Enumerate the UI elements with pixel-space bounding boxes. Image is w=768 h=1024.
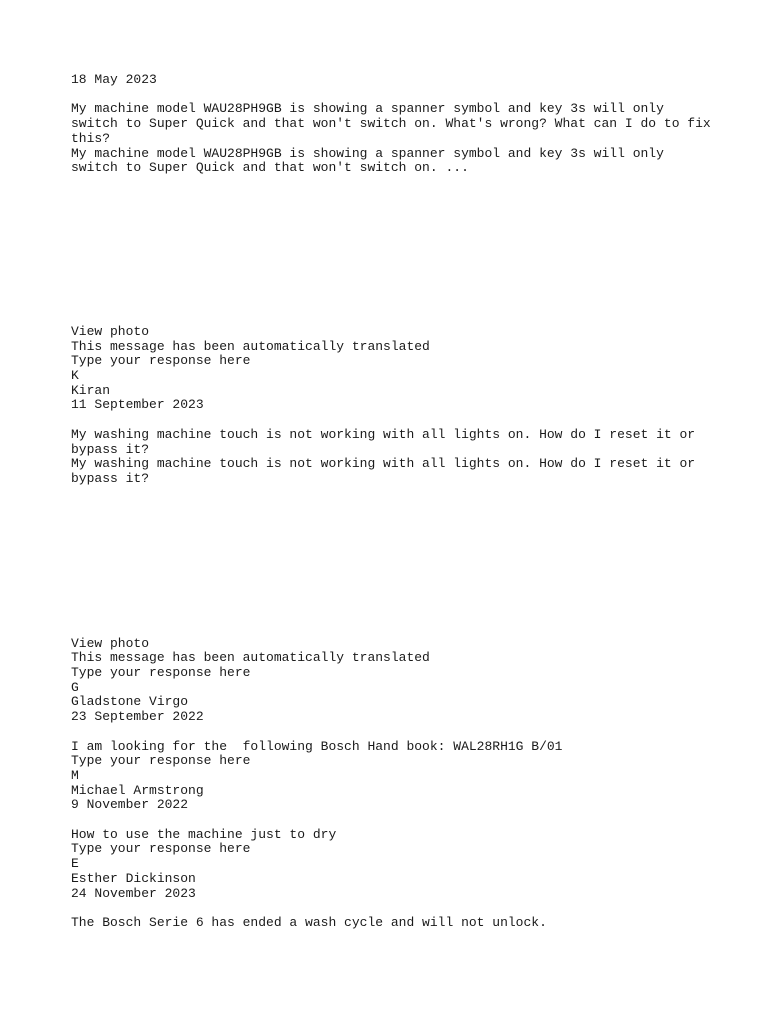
post-body: I am looking for the following Bosch Hand book: WAL28RH1G B/01 — [71, 738, 563, 754]
response-input[interactable]: Type your response here — [71, 353, 251, 369]
author-name: Esther Dickinson — [71, 870, 196, 886]
post-body-translated: My machine model WAU28PH9GB is showing a spanner symbol and key 3s will only switch to Super Quick and that won't switch on. ... — [71, 145, 672, 176]
post-date: 18 May 2023 — [71, 72, 157, 87]
response-input[interactable]: Type your response here — [71, 753, 251, 769]
post-date: 11 September 2023 — [71, 397, 204, 413]
post-date: 23 September 2022 — [71, 709, 204, 725]
view-photo-link[interactable]: View photo — [71, 323, 150, 339]
spacer — [71, 413, 711, 428]
avatar: K — [71, 368, 79, 384]
avatar: M — [71, 767, 79, 783]
question-thread — [71, 72, 719, 931]
post-body: How to use the machine just to dry — [71, 826, 337, 842]
avatar: G — [71, 679, 79, 695]
response-input[interactable]: Type your response here — [71, 665, 251, 681]
response-input[interactable]: Type your response here — [71, 841, 251, 857]
view-photo-link[interactable]: View photo — [71, 635, 150, 651]
post-body: The Bosch Serie 6 has ended a wash cycle and will not unlock. — [71, 914, 547, 930]
avatar: E — [71, 856, 79, 872]
photo-placeholder — [71, 487, 711, 637]
author-name: Gladstone Virgo — [71, 694, 189, 710]
photo-placeholder — [71, 176, 711, 325]
author-name: Kiran — [71, 382, 111, 398]
spacer — [71, 901, 711, 916]
spacer — [71, 725, 711, 740]
translation-notice: This message has been automatically translated — [71, 338, 430, 354]
post-body: My washing machine touch is not working with all lights on. How do I reset it or bypass it? — [71, 426, 703, 457]
post-date: 24 November 2023 — [71, 885, 196, 901]
translation-notice: This message has been automatically translated — [71, 650, 430, 666]
spacer — [71, 88, 711, 103]
post-date: 9 November 2022 — [71, 797, 189, 813]
author-name: Michael Armstrong — [71, 782, 204, 798]
post-body: My machine model WAU28PH9GB is showing a spanner symbol and key 3s will only switch to Super Quick and that won't switch on. What's wrong? What can I do to fix this? — [71, 101, 719, 146]
post-body-translated: My washing machine touch is not working with all lights on. How do I reset it or bypass it? — [71, 456, 703, 486]
spacer — [71, 813, 711, 828]
